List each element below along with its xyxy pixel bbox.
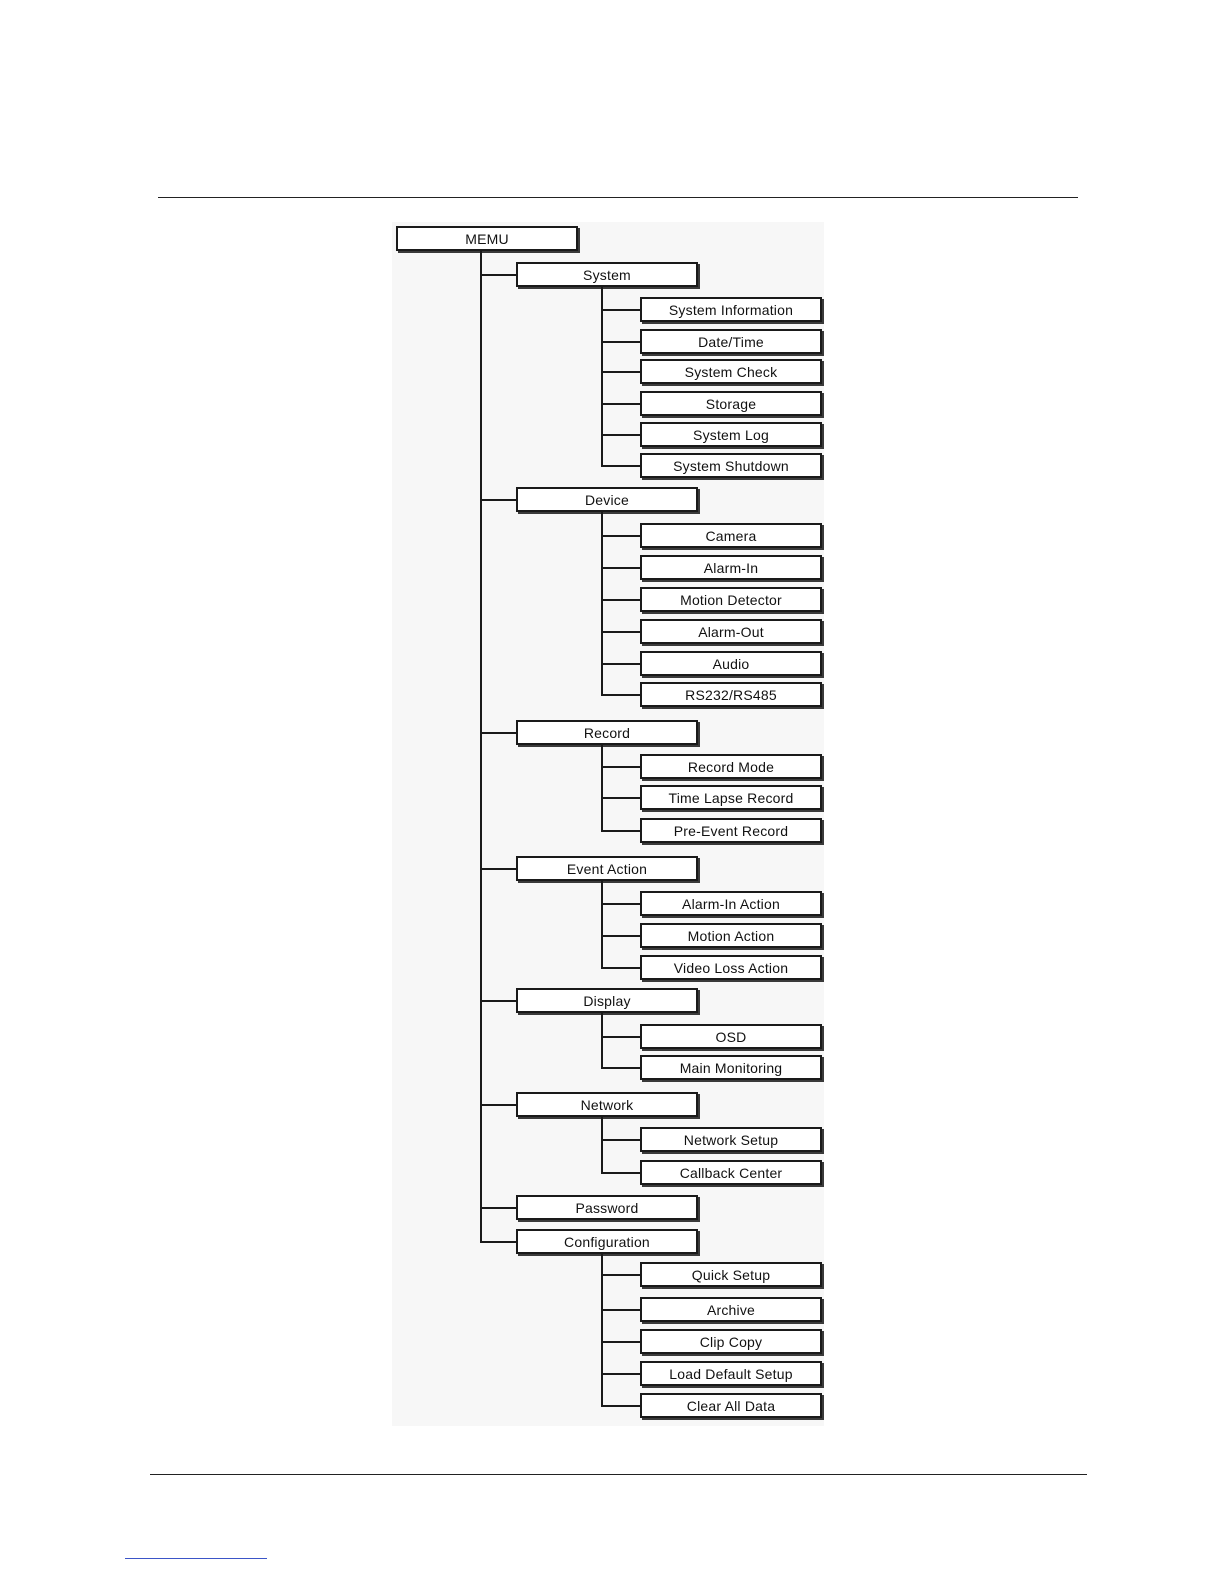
item-node-alarm-out: Alarm-Out <box>640 619 822 644</box>
item-connector-clip-copy <box>602 1341 640 1343</box>
item-connector-motion-detector <box>602 599 640 601</box>
item-node-audio: Audio <box>640 651 822 676</box>
item-connector-archive <box>602 1309 640 1311</box>
item-node-system-log: System Log <box>640 422 822 447</box>
group-node-device: Device <box>516 487 698 512</box>
item-node-alarm-in: Alarm-In <box>640 555 822 580</box>
group-node-record: Record <box>516 720 698 745</box>
item-node-time-lapse-record: Time Lapse Record <box>640 785 822 810</box>
item-connector-pre-event-record <box>602 830 640 832</box>
item-node-clear-all-data: Clear All Data <box>640 1393 822 1418</box>
group-connector-password <box>481 1207 516 1209</box>
sub-trunk-event-action <box>601 881 603 969</box>
group-connector-configuration <box>481 1241 516 1243</box>
group-node-display: Display <box>516 988 698 1013</box>
item-node-main-monitoring: Main Monitoring <box>640 1055 822 1080</box>
bottom-rule <box>150 1474 1087 1475</box>
item-node-callback-center: Callback Center <box>640 1160 822 1185</box>
group-connector-device <box>481 499 516 501</box>
item-node-archive: Archive <box>640 1297 822 1322</box>
item-node-motion-detector: Motion Detector <box>640 587 822 612</box>
item-connector-system-information <box>602 309 640 311</box>
group-connector-network <box>481 1104 516 1106</box>
item-node-network-setup: Network Setup <box>640 1127 822 1152</box>
item-connector-alarm-out <box>602 631 640 633</box>
item-node-motion-action: Motion Action <box>640 923 822 948</box>
item-node-camera: Camera <box>640 523 822 548</box>
item-connector-system-check <box>602 371 640 373</box>
group-connector-record <box>481 732 516 734</box>
item-connector-rs232-rs485 <box>602 694 640 696</box>
item-node-storage: Storage <box>640 391 822 416</box>
item-connector-callback-center <box>602 1172 640 1174</box>
item-node-osd: OSD <box>640 1024 822 1049</box>
sub-trunk-record <box>601 745 603 832</box>
item-node-clip-copy: Clip Copy <box>640 1329 822 1354</box>
sub-trunk-system <box>601 287 603 467</box>
item-connector-storage <box>602 403 640 405</box>
top-rule <box>158 197 1078 198</box>
item-node-alarm-in-action: Alarm-In Action <box>640 891 822 916</box>
group-connector-display <box>481 1000 516 1002</box>
item-node-system-information: System Information <box>640 297 822 322</box>
sub-trunk-configuration <box>601 1254 603 1407</box>
item-connector-time-lapse-record <box>602 797 640 799</box>
item-node-quick-setup: Quick Setup <box>640 1262 822 1287</box>
group-node-configuration: Configuration <box>516 1229 698 1254</box>
item-connector-camera <box>602 535 640 537</box>
item-connector-clear-all-data <box>602 1405 640 1407</box>
item-node-date-time: Date/Time <box>640 329 822 354</box>
group-node-password: Password <box>516 1195 698 1220</box>
item-node-record-mode: Record Mode <box>640 754 822 779</box>
item-connector-alarm-in-action <box>602 903 640 905</box>
item-connector-network-setup <box>602 1139 640 1141</box>
item-node-rs232-rs485: RS232/RS485 <box>640 682 822 707</box>
group-node-event-action: Event Action <box>516 856 698 881</box>
group-node-system: System <box>516 262 698 287</box>
footer-link-underline[interactable] <box>125 1558 267 1559</box>
group-node-network: Network <box>516 1092 698 1117</box>
item-connector-record-mode <box>602 766 640 768</box>
group-connector-event-action <box>481 868 516 870</box>
item-node-load-default-setup: Load Default Setup <box>640 1361 822 1386</box>
item-connector-alarm-in <box>602 567 640 569</box>
item-connector-main-monitoring <box>602 1067 640 1069</box>
sub-trunk-display <box>601 1013 603 1069</box>
item-node-system-shutdown: System Shutdown <box>640 453 822 478</box>
sub-trunk-network <box>601 1117 603 1174</box>
item-node-pre-event-record: Pre-Event Record <box>640 818 822 843</box>
item-connector-system-shutdown <box>602 465 640 467</box>
group-connector-system <box>481 274 516 276</box>
item-connector-motion-action <box>602 935 640 937</box>
item-connector-video-loss-action <box>602 967 640 969</box>
item-connector-audio <box>602 663 640 665</box>
main-trunk-line <box>480 251 482 1243</box>
item-node-system-check: System Check <box>640 359 822 384</box>
item-connector-date-time <box>602 341 640 343</box>
menu-root-node: MEMU <box>396 226 578 251</box>
sub-trunk-device <box>601 512 603 696</box>
item-connector-system-log <box>602 434 640 436</box>
item-connector-quick-setup <box>602 1274 640 1276</box>
item-connector-osd <box>602 1036 640 1038</box>
item-connector-load-default-setup <box>602 1373 640 1375</box>
item-node-video-loss-action: Video Loss Action <box>640 955 822 980</box>
